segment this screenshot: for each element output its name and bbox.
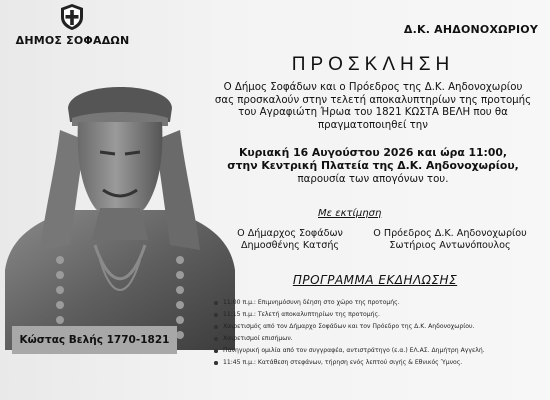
event-datetime bbox=[198, 146, 548, 172]
municipality-name: ΔΗΜΟΣ ΣΟΦΑΔΩΝ bbox=[15, 34, 130, 47]
signatory-name: Δημοσθένης Κατσής bbox=[240, 240, 340, 251]
intro-line: σας προσκαλούν στην τελετή αποκαλυπτηρίων της προτομής bbox=[214, 94, 532, 106]
program-item: Χαιρετισμοί επισήμων. bbox=[213, 333, 548, 345]
program-item: 11:45 π.μ.: Κατάθεση στεφάνων, τήρηση ενός λεπτού σιγής & Εθνικός Ύμνος. bbox=[213, 357, 548, 369]
bust-caption: Κώστας Βελής 1770-1821 bbox=[12, 326, 177, 354]
datetime-line: στην Κεντρική Πλατεία της Δ.Κ. Αηδονοχωρίου, bbox=[227, 159, 519, 172]
signatory-name: Σωτήριος Αντωνόπουλος bbox=[389, 240, 511, 251]
intro-line: Ο Δήμος Σοφάδων και ο Πρόεδρος της Δ.Κ. Αηδονοχωρίου bbox=[223, 82, 523, 93]
datetime-line: Κυριακή 16 Αυγούστου 2026 και ώρα 11:00, bbox=[238, 146, 507, 159]
signatory-role: Ο Δήμαρχος Σοφάδων bbox=[237, 228, 343, 239]
program-item: 11:00 π.μ.: Επιμνημόσυνη δέηση στο χώρο της προτομής. bbox=[213, 297, 548, 309]
signatory-mayor bbox=[205, 228, 375, 252]
program-item: Χαιρετισμός από τον Δήμαρχο Σοφάδων και τον Πρόεδρο της Δ.Κ. Αηδονοχωρίου. bbox=[213, 321, 548, 333]
coat-of-arms-icon bbox=[58, 3, 86, 31]
program-list bbox=[213, 297, 548, 369]
signatory-role: Ο Πρόεδρος Δ.Κ. Αηδονοχωρίου bbox=[373, 228, 527, 239]
invitation-title: ΠΡΟΣΚΛΗΣΗ bbox=[291, 54, 455, 75]
program-title: ΠΡΟΓΡΑΜΜΑ ΕΚΔΗΛΩΣΗΣ bbox=[292, 273, 458, 287]
invitation-intro bbox=[198, 82, 548, 132]
regards-text: Με εκτίμηση bbox=[318, 208, 382, 219]
presence-note: παρουσία των απογόνων του. bbox=[297, 174, 449, 185]
intro-line: του Αγραφιώτη Ήρωα του 1821 ΚΩΣΤΑ ΒΕΛΗ που θα bbox=[238, 107, 508, 119]
intro-line: πραγματοποιηθεί την bbox=[318, 119, 428, 131]
community-name: Δ.Κ. ΑΗΔΟΝΟΧΩΡΙΟΥ bbox=[403, 23, 538, 36]
program-item: Πανηγυρική ομιλία από τον συγγραφέα, αντιστράτηγο (ε.α.) ΕΛ.ΑΣ. Δημήτρη Αγγελή. bbox=[213, 345, 548, 357]
signatory-president bbox=[365, 228, 535, 252]
program-item: 11:15 π.μ.: Τελετή αποκαλυπτηρίων της προτομής. bbox=[213, 309, 548, 321]
